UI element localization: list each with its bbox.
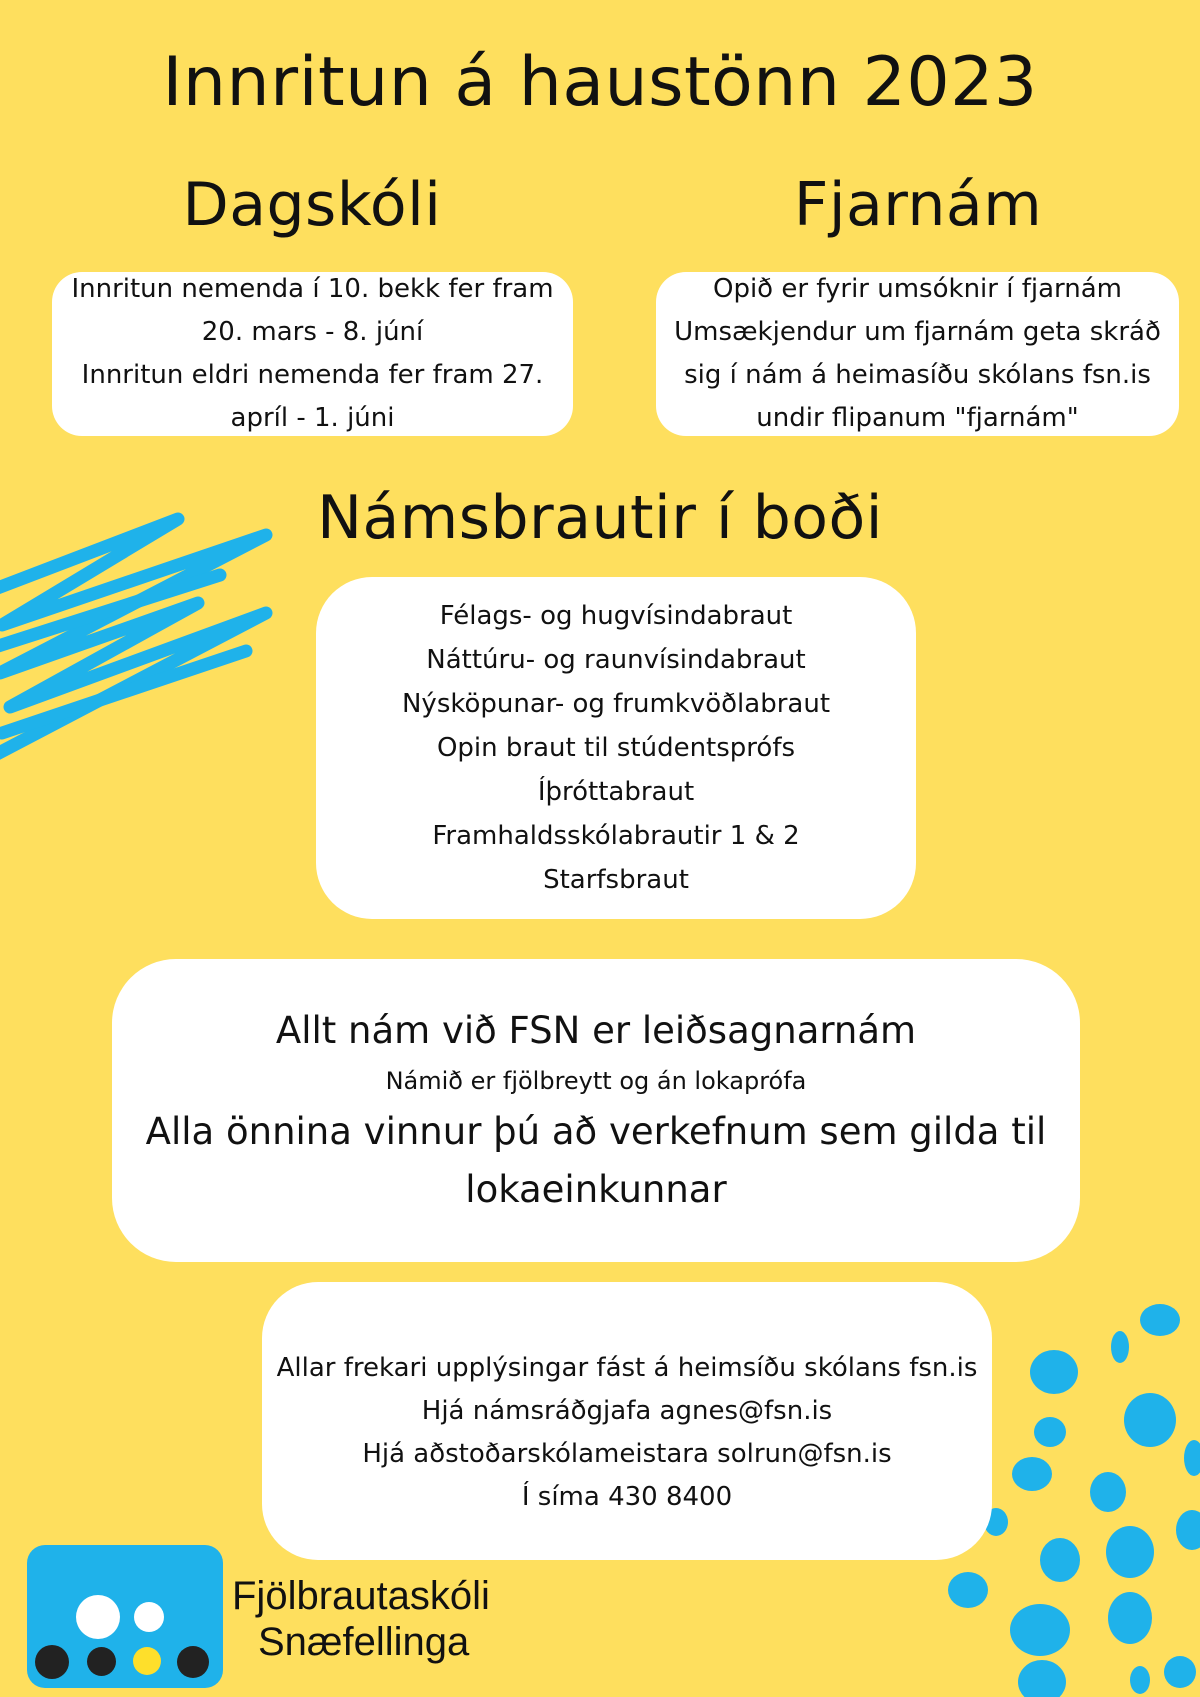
contact-card [262,1282,992,1560]
namsbrautir-card [316,577,916,919]
program-item: Nýsköpunar- og frumkvöðlabraut [401,689,831,719]
page-title: Innritun á haustönn 2023 [162,43,1038,122]
school-name-line2: Snæfellinga [258,1620,470,1664]
fjarnam-card [656,272,1179,436]
program-item: Opin braut til stúdentsprófs [436,733,796,763]
fjarnam-line: sig í nám á heimasíðu skólans fsn.is [684,360,1151,390]
fjarnam-heading: Fjarnám [793,170,1043,240]
leidsagnarnam-body: Alla önnina vinnur þú að verkefnum sem gilda til [145,1109,1047,1153]
dagskoli-line: Innritun eldri nemenda fer fram 27. [81,360,544,390]
school-name-line1: Fjölbrautaskóli [232,1574,490,1618]
program-item: Náttúru- og raunvísindabraut [426,645,806,675]
fjarnam-line: Umsækjendur um fjarnám geta skráð [674,317,1161,347]
fjarnam-line: Opið er fyrir umsóknir í fjarnám [712,274,1122,304]
leidsagnarnam-subtext: Námið er fjölbreytt og án lokaprófa [385,1066,807,1095]
dagskoli-heading: Dagskóli [182,170,442,240]
fjarnam-line: undir flipanum "fjarnám" [756,403,1079,433]
contact-advisor: Hjá námsráðgjafa agnes@fsn.is [421,1396,833,1426]
leidsagnarnam-body: lokaeinkunnar [465,1167,727,1211]
leidsagnarnam-headline: Allt nám við FSN er leiðsagnarnám [275,1008,917,1052]
dagskoli-line: 20. mars - 8. júní [201,317,424,347]
namsbrautir-heading: Námsbrautir í boði [317,483,883,553]
leidsagnarnam-card [112,959,1080,1262]
program-item: Starfsbraut [543,865,689,895]
dagskoli-card [52,272,573,436]
dagskoli-line: apríl - 1. júni [230,403,395,433]
school-name [232,1573,490,1665]
program-item: Íþróttabraut [537,777,695,807]
contact-phone: Í síma 430 8400 [521,1482,733,1512]
school-logo-icon [27,1545,223,1688]
program-item: Framhaldsskólabrautir 1 & 2 [432,821,800,851]
program-item: Félags- og hugvísindabraut [439,601,793,631]
dagskoli-line: Innritun nemenda í 10. bekk fer fram [71,274,554,304]
contact-website: Allar frekari upplýsingar fást á heimsíðu skólans fsn.is [276,1353,978,1383]
contact-assistant-principal: Hjá aðstoðarskólameistara solrun@fsn.is [362,1439,892,1469]
